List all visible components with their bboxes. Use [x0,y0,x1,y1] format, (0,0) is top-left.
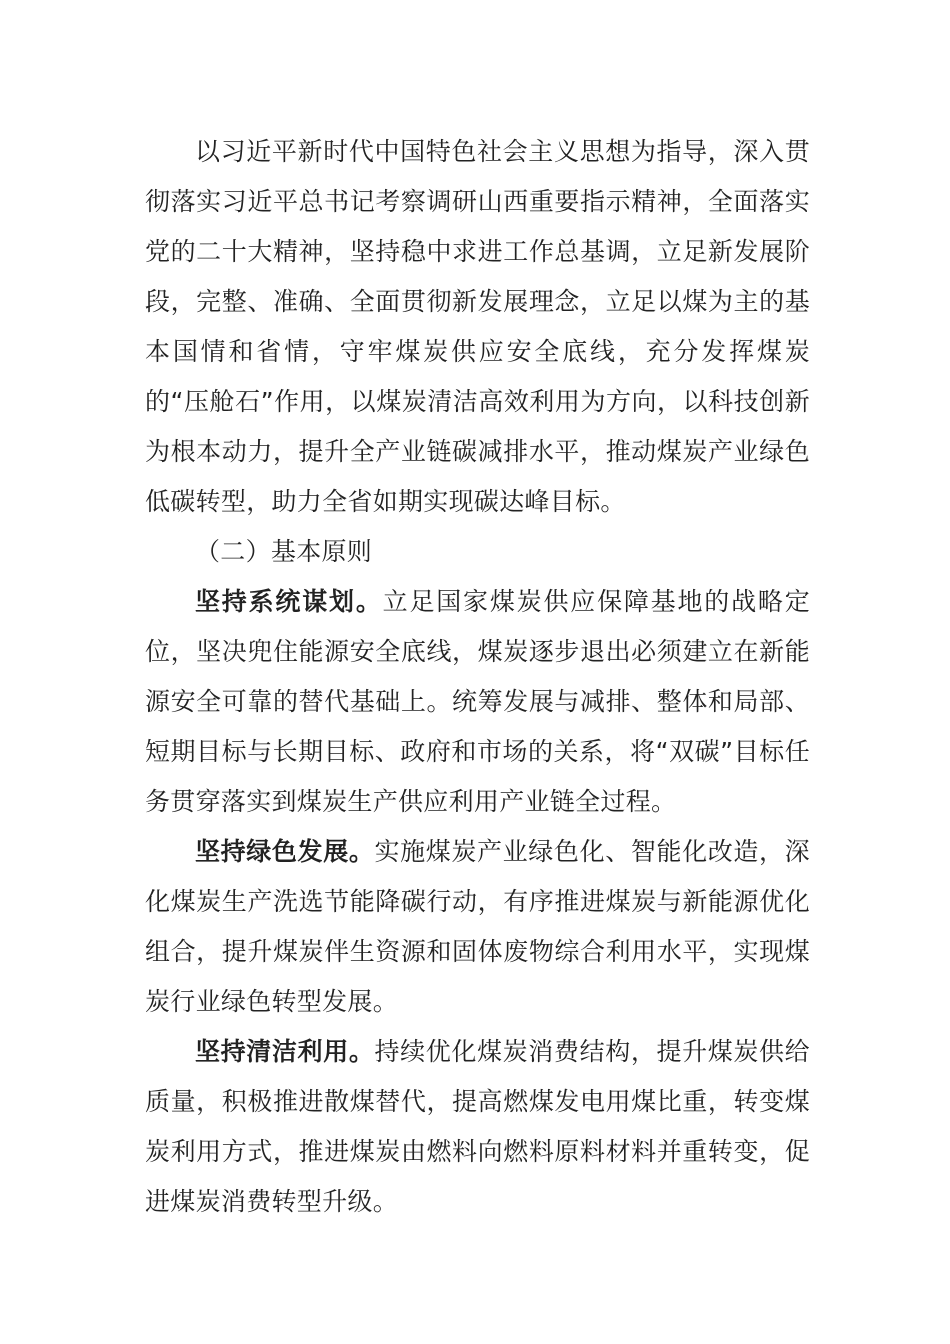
principle-paragraph-clean-utilization [145,1027,810,1227]
principle-lead: 坚持绿色发展。 [195,837,375,866]
principle-paragraph-green-development [145,827,810,1027]
principle-paragraph-system-planning [145,577,810,827]
document-body [145,127,810,1227]
section-heading-text: （二）基本原则 [195,537,373,566]
principle-text: 立足国家煤炭供应保障基地的战略定位，坚决兜住能源安全底线，煤炭逐步退出必须建立在新能源安全可靠的替代基础上。统筹发展与减排、整体和局部、短期目标与长期目标、政府和市场的关系，将“双碳”目标任务贯穿落实到煤炭生产供应利用产业链全过程。 [145,587,810,816]
principle-lead: 坚持系统谋划。 [195,587,383,616]
principle-text: 实施煤炭产业绿色化、智能化改造，深化煤炭生产洗选节能降碳行动，有序推进煤炭与新能源优化组合，提升煤炭伴生资源和固体废物综合利用水平，实现煤炭行业绿色转型发展。 [145,837,810,1016]
intro-text: 以习近平新时代中国特色社会主义思想为指导，深入贯彻落实习近平总书记考察调研山西重要指示精神，全面落实党的二十大精神，坚持稳中求进工作总基调，立足新发展阶段，完整、准确、全面贯彻新发展理念，立足以煤为主的基本国情和省情，守牢煤炭供应安全底线，充分发挥煤炭的“压舱石”作用，以煤炭清洁高效利用为方向，以科技创新为根本动力，提升全产业链碳减排水平，推动煤炭产业绿色低碳转型，助力全省如期实现碳达峰目标。 [145,137,810,516]
section-heading [145,527,810,577]
intro-paragraph [145,127,810,527]
principle-text: 持续优化煤炭消费结构，提升煤炭供给质量，积极推进散煤替代，提高燃煤发电用煤比重，转变煤炭利用方式，推进煤炭由燃料向燃料原料材料并重转变，促进煤炭消费转型升级。 [145,1037,810,1216]
principle-lead: 坚持清洁利用。 [195,1037,375,1066]
